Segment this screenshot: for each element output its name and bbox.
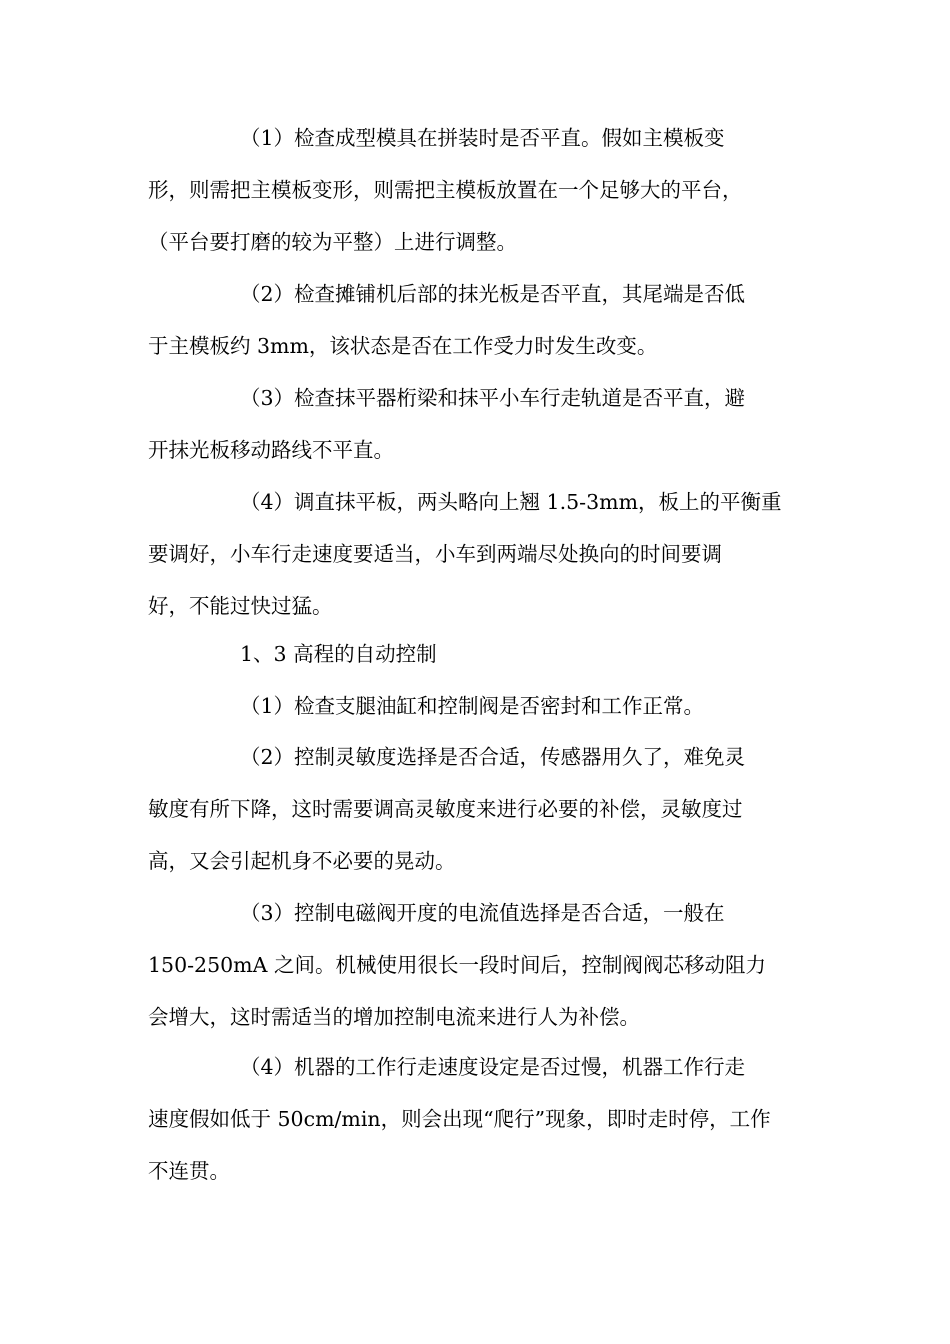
paragraph-7-line-3: 会增大，这时需适当的增加控制电流来进行人为补偿。 — [148, 1005, 640, 1029]
section-heading: 1、3 高程的自动控制 — [240, 642, 437, 666]
paragraph-1-line-3: （平台要打磨的较为平整）上进行调整。 — [148, 230, 517, 254]
paragraph-4-line-1: （4）调直抹平板，两头略向上翘 1.5-3mm，板上的平衡重 — [240, 490, 782, 514]
paragraph-1-line-1: （1）检查成型模具在拼装时是否平直。假如主模板变 — [240, 126, 725, 150]
paragraph-4-line-3: 好，不能过快过猛。 — [148, 594, 333, 618]
paragraph-7-line-2: 150-250mA 之间。机械使用很长一段时间后，控制阀阀芯移动阻力 — [148, 953, 766, 977]
paragraph-5-line-1: （1）检查支腿油缸和控制阀是否密封和工作正常。 — [240, 694, 705, 718]
paragraph-2-line-2: 于主模板约 3mm，该状态是否在工作受力时发生改变。 — [148, 334, 658, 358]
paragraph-8-line-3: 不连贯。 — [148, 1159, 230, 1183]
paragraph-2-line-1: （2）检查摊铺机后部的抹光板是否平直，其尾端是否低 — [240, 282, 746, 306]
paragraph-3-line-2: 开抹光板移动路线不平直。 — [148, 438, 394, 462]
paragraph-4-line-2: 要调好，小车行走速度要适当，小车到两端尽处换向的时间要调 — [148, 542, 722, 566]
paragraph-6-line-1: （2）控制灵敏度选择是否合适，传感器用久了，难免灵 — [240, 745, 746, 769]
paragraph-3-line-1: （3）检查抹平器桁梁和抹平小车行走轨道是否平直，避 — [240, 386, 746, 410]
paragraph-8-line-1: （4）机器的工作行走速度设定是否过慢，机器工作行走 — [240, 1055, 746, 1079]
paragraph-1-line-2: 形，则需把主模板变形，则需把主模板放置在一个足够大的平台， — [148, 178, 743, 202]
paragraph-8-line-2: 速度假如低于 50cm/min，则会出现“爬行”现象，即时走时停，工作 — [148, 1107, 771, 1131]
paragraph-7-line-1: （3）控制电磁阀开度的电流值选择是否合适，一般在 — [240, 901, 725, 925]
paragraph-6-line-3: 高，又会引起机身不必要的晃动。 — [148, 849, 456, 873]
paragraph-6-line-2: 敏度有所下降，这时需要调高灵敏度来进行必要的补偿，灵敏度过 — [148, 797, 743, 821]
